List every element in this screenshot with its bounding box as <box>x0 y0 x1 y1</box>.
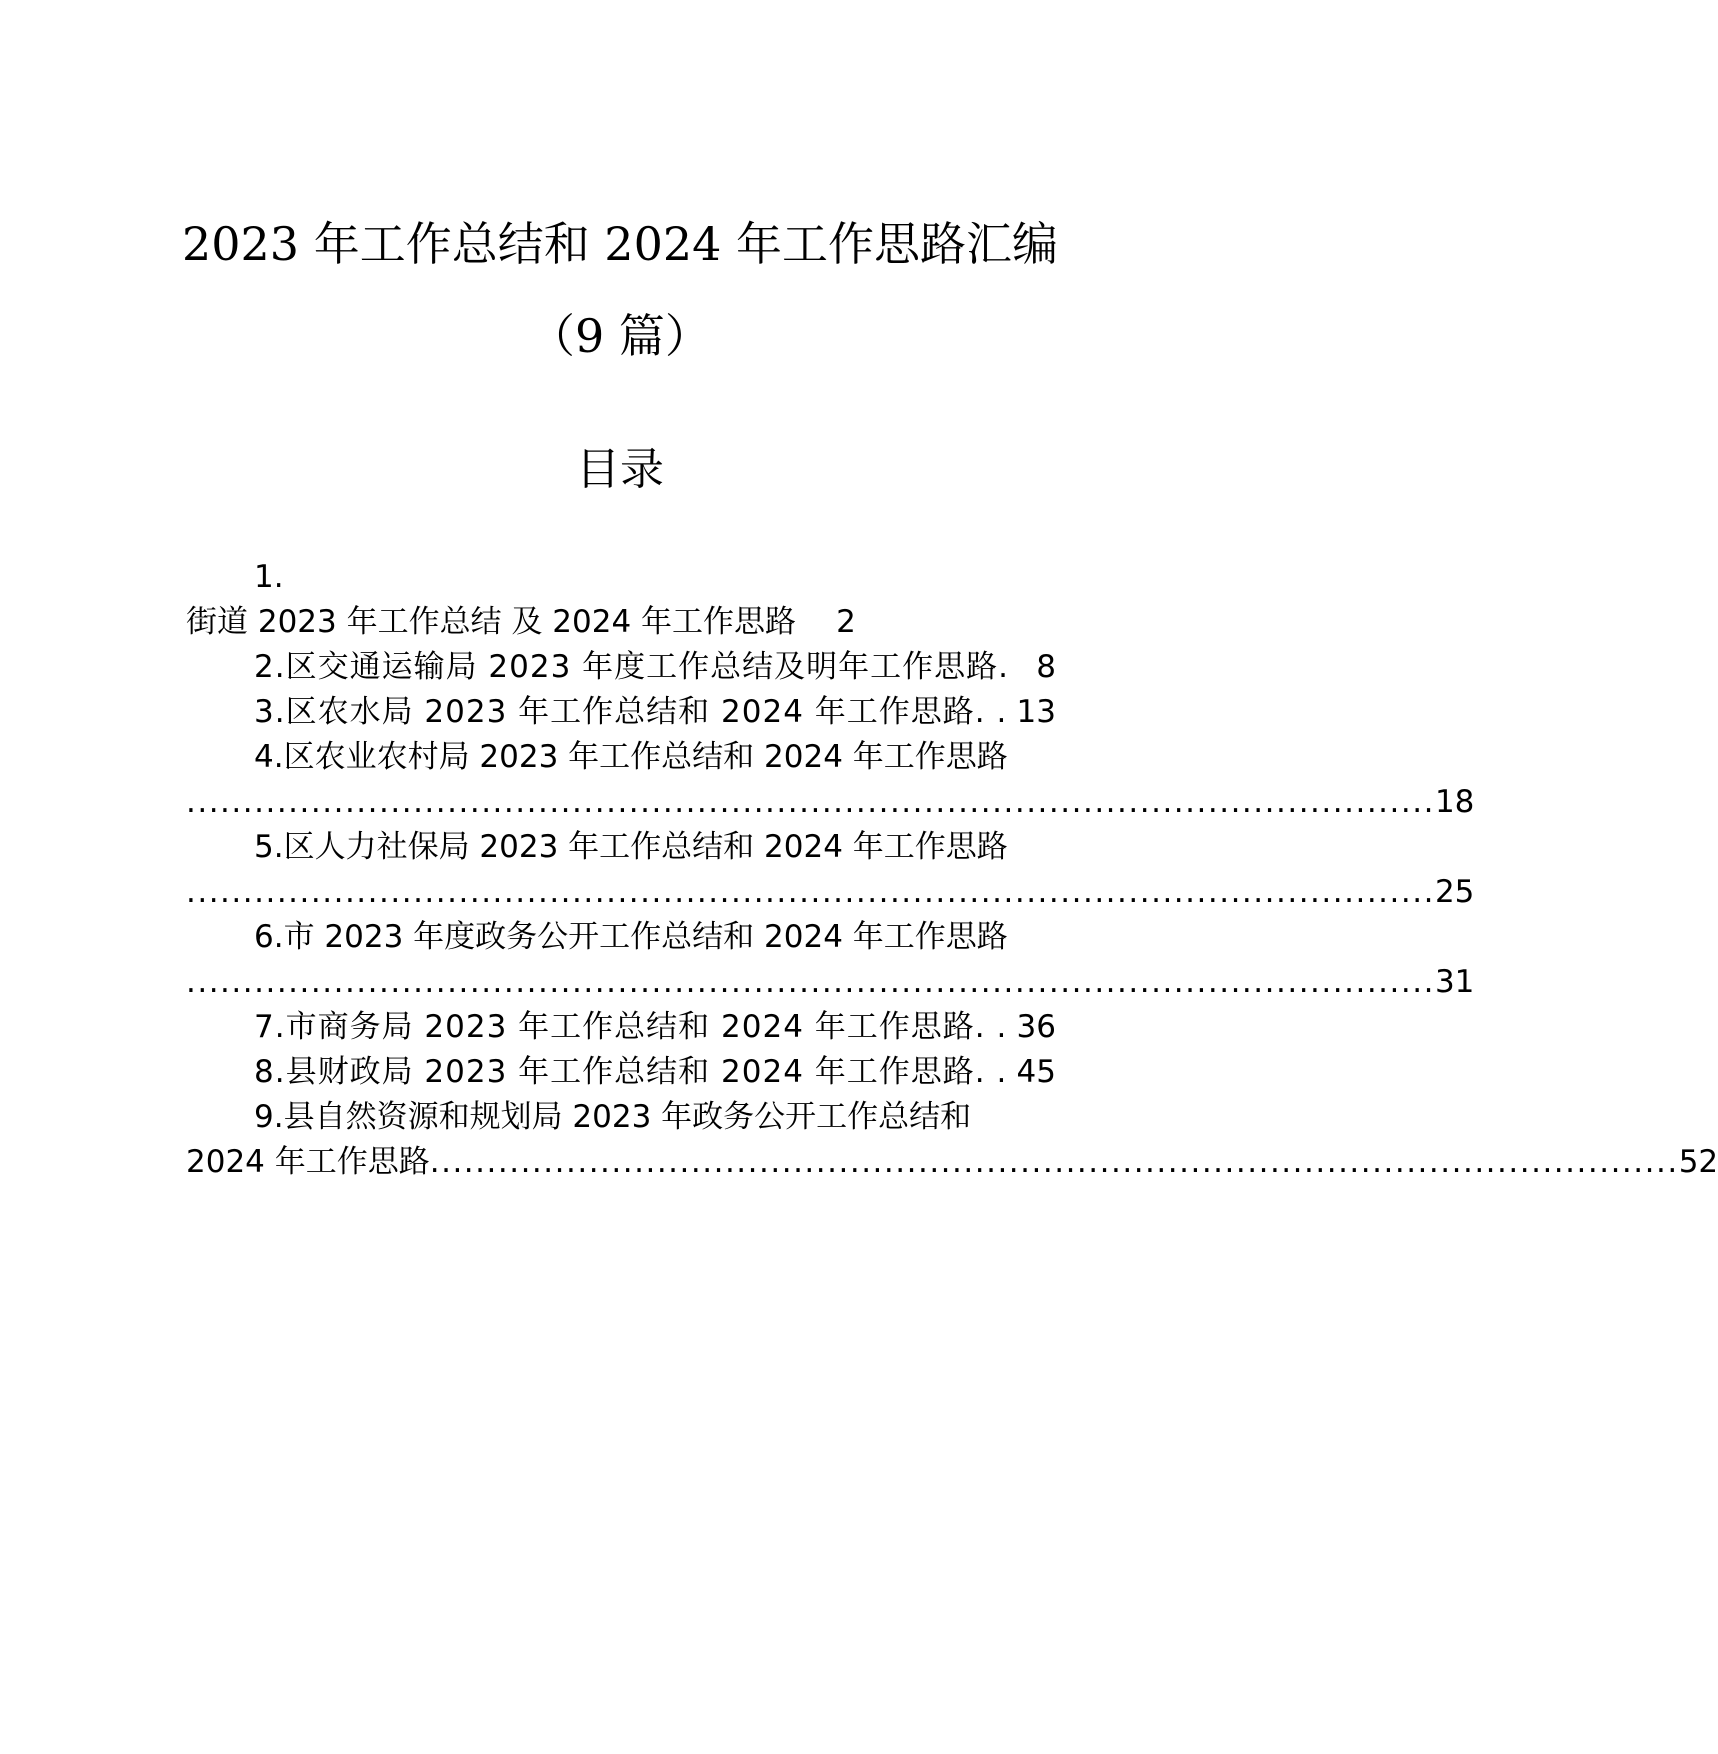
toc-entry-9-label-cont: 2024 年工作思路 <box>186 1144 430 1180</box>
toc-entry-3[interactable] <box>186 690 1056 735</box>
document-subtitle: （9 篇） <box>529 309 711 363</box>
toc-entry-9-label[interactable]: 9.县自然资源和规划局 2023 年政务公开工作总结和 <box>254 1099 972 1135</box>
toc-entry-5-label[interactable]: 5.区人力社保局 2023 年工作总结和 2024 年工作思路 <box>254 829 1008 865</box>
toc-entry-9-page: 52 <box>1678 1144 1718 1180</box>
document-title: 2023 年工作总结和 2024 年工作思路汇编 <box>182 217 1058 271</box>
toc-dot-leader: .............................................................................................................. <box>186 784 1435 820</box>
toc-entry-1-page: 2 <box>836 604 856 640</box>
toc-entry-4-label[interactable]: 4.区农业农村局 2023 年工作总结和 2024 年工作思路 <box>254 739 1008 775</box>
toc-entry-6-page: 31 <box>1434 964 1475 1000</box>
toc-entry-3-label: 3.区农水局 2023 年工作总结和 2024 年工作思路. . <box>254 694 1008 730</box>
toc-entry-8[interactable] <box>186 1050 1056 1095</box>
toc-entry-7-label: 7.市商务局 2023 年工作总结和 2024 年工作思路. . <box>254 1009 1008 1045</box>
toc-entry-1-number[interactable]: 1. <box>254 559 284 595</box>
toc-entry-7-page: 36 <box>1016 1009 1056 1045</box>
toc-entry-7[interactable] <box>186 1005 1056 1050</box>
toc-entry-4-leader[interactable] <box>186 780 1475 825</box>
toc-entry-2-label: 2.区交通运输局 2023 年度工作总结及明年工作思路. <box>254 649 1010 685</box>
toc-entry-1[interactable] <box>186 600 1056 645</box>
toc-entry-2[interactable] <box>186 645 1056 690</box>
toc-entry-8-page: 45 <box>1016 1054 1056 1090</box>
toc-entry-6-leader[interactable] <box>186 960 1475 1005</box>
toc-entry-8-label: 8.县财政局 2023 年工作总结和 2024 年工作思路. . <box>254 1054 1008 1090</box>
toc-entry-1-label: 街道 2023 年工作总结 及 2024 年工作思路 <box>186 604 797 640</box>
toc-heading: 目录 <box>576 444 664 495</box>
toc-dot-leader: .............................................................................................................. <box>186 964 1435 1000</box>
toc-dot-leader: .............................................................................................................. <box>186 874 1435 910</box>
toc-entry-3-page: 13 <box>1016 694 1056 730</box>
toc-entry-9-leader[interactable] <box>186 1140 1718 1185</box>
toc-dot-leader: .............................................................................................................. <box>429 1144 1679 1180</box>
toc-entry-2-page: 8 <box>1036 649 1056 685</box>
toc-entry-5-page: 25 <box>1434 874 1475 910</box>
toc-entry-5-leader[interactable] <box>186 870 1475 915</box>
toc-entry-6-label[interactable]: 6.市 2023 年度政务公开工作总结和 2024 年工作思路 <box>254 919 1008 955</box>
toc-entry-4-page: 18 <box>1434 784 1475 820</box>
